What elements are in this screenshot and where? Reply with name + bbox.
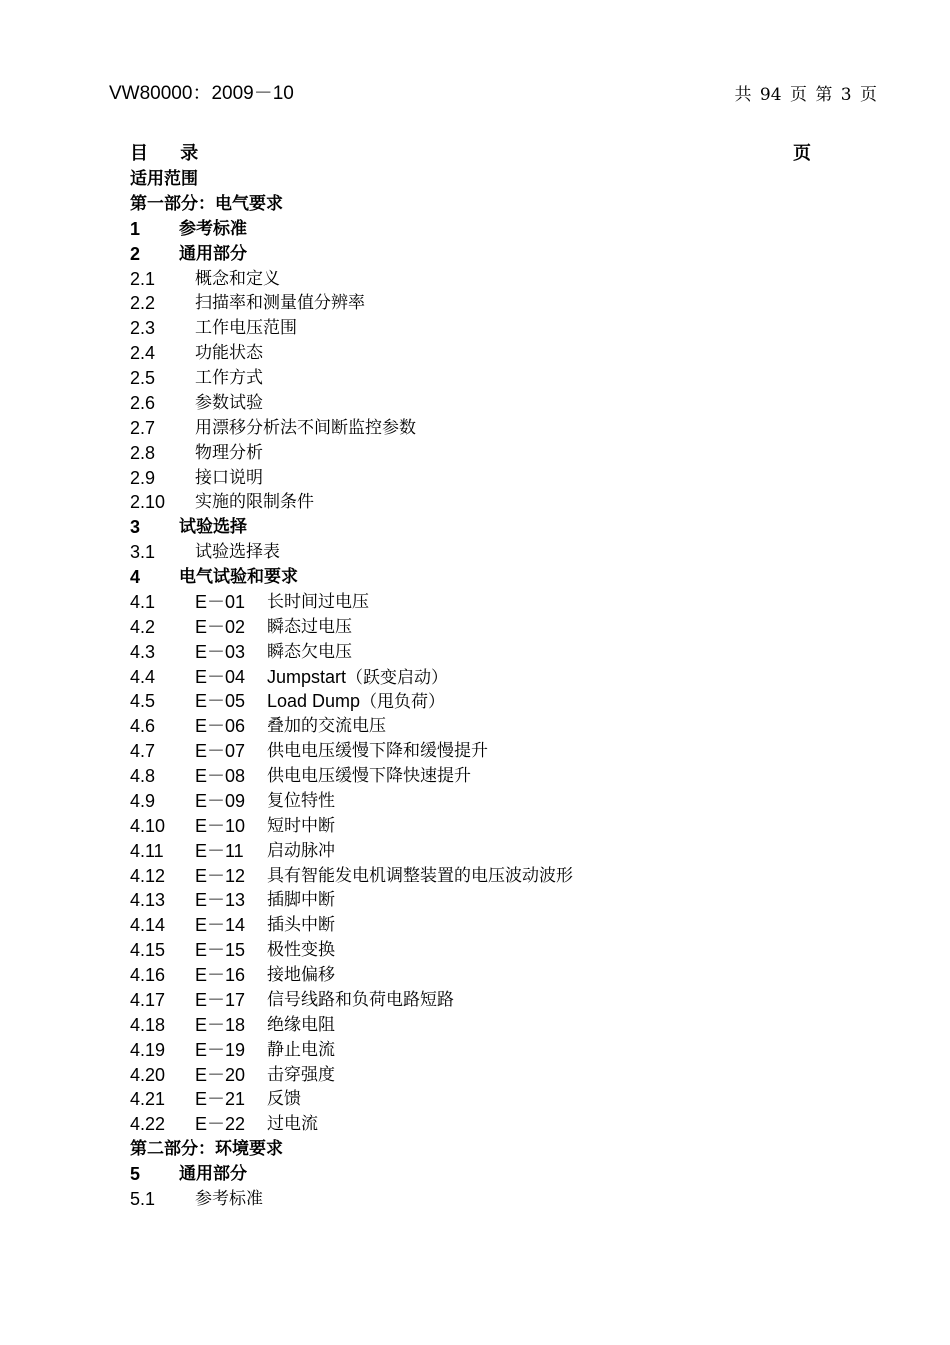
toc-test-code: E－09 <box>195 790 246 811</box>
toc-test-code: E－03 <box>195 641 246 662</box>
toc-entry-title: 接地偏移 <box>267 965 335 985</box>
toc-entry-number: 5 <box>130 1164 141 1184</box>
toc-entry <box>130 789 830 814</box>
toc-entry <box>130 864 830 889</box>
toc-test-code: E－21 <box>195 1089 246 1110</box>
toc-test-code: E－20 <box>195 1064 246 1085</box>
toc-entry-title: 电气试验和要求 <box>179 567 298 587</box>
toc-test-code: E－13 <box>195 890 246 911</box>
toc-entry-number: 4.20 <box>130 1064 166 1085</box>
toc-entry <box>130 963 830 988</box>
toc-entry-title-cn: （跃变启动） <box>346 667 449 688</box>
toc-entry-number: 4.17 <box>130 989 166 1010</box>
toc-entry-number: 4.1 <box>130 591 156 612</box>
toc-title: 目 录 <box>130 143 212 164</box>
toc-entry <box>130 615 830 640</box>
toc-entry-title: 极性变换 <box>267 940 335 961</box>
toc-entry <box>130 640 830 665</box>
toc-entry <box>130 1162 830 1187</box>
document-id: VW80000：2009－10 <box>109 83 294 104</box>
toc-entry-title: 用漂移分析法不间断监控参数 <box>195 417 416 438</box>
toc-entry-title: 启动脉冲 <box>267 840 335 861</box>
toc-test-code: E－01 <box>195 591 246 612</box>
toc-test-code: E－12 <box>195 865 246 886</box>
toc-entry <box>130 913 830 938</box>
toc-test-code: E－06 <box>195 716 246 737</box>
toc-entry-title: 静止电流 <box>267 1039 335 1060</box>
toc-entry <box>130 466 830 491</box>
toc-entry <box>130 316 830 341</box>
toc-entry-number: 4.8 <box>130 766 156 786</box>
toc-entry <box>130 665 830 690</box>
toc-entry-title: 长时间过电压 <box>267 591 369 612</box>
toc-test-code: E－10 <box>195 815 246 836</box>
toc-entry <box>130 192 830 217</box>
toc-entry-number: 2.4 <box>130 343 156 364</box>
toc-entry <box>130 267 830 292</box>
toc-entry-number: 4.15 <box>130 940 166 961</box>
toc-entry-number: 4.14 <box>130 915 166 936</box>
toc-entry <box>130 217 830 242</box>
toc-entry <box>130 814 830 839</box>
toc-entry-number: 2.1 <box>130 268 156 289</box>
toc-entry-number: 4.9 <box>130 790 156 811</box>
page-info: 共 94 页 第 3 页 <box>734 85 877 105</box>
toc-entry <box>130 242 830 267</box>
toc-entry-title: 复位特性 <box>267 790 335 811</box>
toc-entry <box>130 938 830 963</box>
toc-entry-title: 绝缘电阻 <box>267 1014 335 1035</box>
toc-test-code: E－08 <box>195 766 246 786</box>
toc-entry-title: 工作方式 <box>195 368 263 388</box>
toc-entry-title: 反馈 <box>267 1089 301 1110</box>
toc-entry-number: 4.4 <box>130 666 156 687</box>
toc-entry <box>130 341 830 366</box>
toc-entry <box>130 515 830 540</box>
toc-entry <box>130 590 830 615</box>
toc-entry <box>130 689 830 714</box>
toc-entry-number: 4 <box>130 567 141 587</box>
toc-entry-title: 参考标准 <box>179 218 247 239</box>
toc-test-code: E－07 <box>195 741 246 762</box>
toc-test-code: E－02 <box>195 616 246 637</box>
toc-entry-number: 4.10 <box>130 815 166 836</box>
toc-test-code: E－14 <box>195 915 246 936</box>
toc-entry-title: 物理分析 <box>195 442 263 463</box>
toc-entry-title <box>267 665 448 691</box>
toc-entry-title: 击穿强度 <box>267 1064 335 1085</box>
toc-entry <box>130 1063 830 1088</box>
toc-entry <box>130 540 830 565</box>
toc-entry-number: 4.18 <box>130 1014 166 1035</box>
toc-entry-title: 信号线路和负荷电路短路 <box>267 989 454 1010</box>
toc-entry-title: 参数试验 <box>195 392 263 413</box>
toc-entry <box>130 416 830 441</box>
toc-entry-number: 4.6 <box>130 716 156 737</box>
toc-entry <box>130 366 830 391</box>
toc-entry-number: 4.7 <box>130 741 156 762</box>
toc-entry-title: 试验选择 <box>179 517 247 538</box>
toc-entry-number: 1 <box>130 218 141 239</box>
toc-entry <box>130 391 830 416</box>
toc-test-code: E－15 <box>195 940 246 961</box>
toc-test-code: E－16 <box>195 965 246 985</box>
toc-entry-number: 5.1 <box>130 1188 156 1209</box>
toc-entry <box>130 490 830 515</box>
toc-entry-title: 瞬态过电压 <box>267 616 352 637</box>
toc-entry-number: 4.5 <box>130 691 156 712</box>
toc-entry-title: 插头中断 <box>267 915 335 936</box>
toc-entry-title: 叠加的交流电压 <box>267 716 386 737</box>
toc-entry <box>130 1013 830 1038</box>
toc-entry-number: 3 <box>130 517 141 538</box>
toc-entry-title: 具有智能发电机调整装置的电压波动波形 <box>267 865 573 886</box>
toc-entry-title: 工作电压范围 <box>195 318 297 339</box>
toc-entry-title: 试验选择表 <box>195 542 280 563</box>
toc-entry <box>130 764 830 789</box>
toc-test-code: E－18 <box>195 1014 246 1035</box>
toc-entry-title <box>267 689 445 715</box>
toc-entry <box>130 565 830 590</box>
toc-entry-number: 2 <box>130 243 141 264</box>
toc-entry-title: 瞬态欠电压 <box>267 641 352 662</box>
toc-entry <box>130 888 830 913</box>
toc-entry <box>130 1112 830 1137</box>
toc-entry-title: 接口说明 <box>195 467 263 488</box>
toc-entry <box>130 291 830 316</box>
toc-entry-title: 短时中断 <box>267 815 335 836</box>
toc-entry-number: 4.19 <box>130 1039 166 1060</box>
toc-entry <box>130 1087 830 1112</box>
toc-heading: 第一部分：电气要求 <box>130 193 283 214</box>
toc-entry-title-latin: Jumpstart <box>267 666 347 687</box>
toc-heading: 第二部分：环境要求 <box>130 1139 283 1160</box>
toc-entry-title: 过电流 <box>267 1114 318 1135</box>
toc-entry-title: 概念和定义 <box>195 268 280 289</box>
toc-entry-title: 插脚中断 <box>267 890 335 911</box>
toc-test-code: E－05 <box>195 691 246 712</box>
toc-entry-title: 扫描率和测量值分辨率 <box>195 293 365 314</box>
toc-entry-title: 通用部分 <box>179 243 247 264</box>
toc-entry-number: 4.13 <box>130 890 166 911</box>
toc-entry-number: 2.9 <box>130 467 156 488</box>
toc-entry-number: 2.3 <box>130 318 156 339</box>
toc-test-code: E－22 <box>195 1114 246 1135</box>
toc-entry <box>130 167 830 192</box>
toc-heading: 适用范围 <box>130 169 198 189</box>
toc-entry-number: 2.8 <box>130 442 156 463</box>
toc-entry-number: 2.5 <box>130 368 156 388</box>
toc-test-code: E－17 <box>195 989 246 1010</box>
toc-entry-number: 4.16 <box>130 965 166 985</box>
toc-test-code: E－04 <box>195 666 246 687</box>
toc-entry <box>130 739 830 764</box>
toc-entry <box>130 1038 830 1063</box>
toc-entry-title: 实施的限制条件 <box>195 492 314 513</box>
toc-entry-title-latin: Load Dump <box>267 691 361 712</box>
toc-entry-number: 4.11 <box>130 840 164 861</box>
toc-entry <box>130 1187 830 1212</box>
toc-entry-number: 4.2 <box>130 616 156 637</box>
toc-entry-number: 4.21 <box>130 1089 166 1110</box>
toc-entry <box>130 1137 830 1162</box>
table-of-contents <box>130 167 830 1212</box>
toc-page-column-label: 页 <box>793 143 811 164</box>
toc-test-code: E－11 <box>195 840 244 861</box>
toc-entry-title: 参考标准 <box>195 1188 263 1209</box>
toc-entry-number: 4.3 <box>130 641 156 662</box>
toc-entry-number: 3.1 <box>130 542 156 563</box>
toc-entry-number: 2.7 <box>130 417 156 438</box>
toc-entry-number: 4.22 <box>130 1114 166 1135</box>
toc-entry <box>130 839 830 864</box>
toc-entry-title: 供电电压缓慢下降快速提升 <box>267 766 471 786</box>
toc-entry-number: 4.12 <box>130 865 166 886</box>
toc-entry-title: 供电电压缓慢下降和缓慢提升 <box>267 741 488 762</box>
toc-entry <box>130 714 830 739</box>
toc-entry-number: 2.2 <box>130 293 156 314</box>
toc-entry-number: 2.6 <box>130 392 156 413</box>
toc-test-code: E－19 <box>195 1039 246 1060</box>
toc-entry-number: 2.10 <box>130 492 166 513</box>
toc-entry <box>130 988 830 1013</box>
toc-entry-title-cn: （甩负荷） <box>360 692 446 713</box>
toc-entry-title: 功能状态 <box>195 343 263 364</box>
toc-entry-title: 通用部分 <box>179 1164 247 1184</box>
toc-entry <box>130 441 830 466</box>
